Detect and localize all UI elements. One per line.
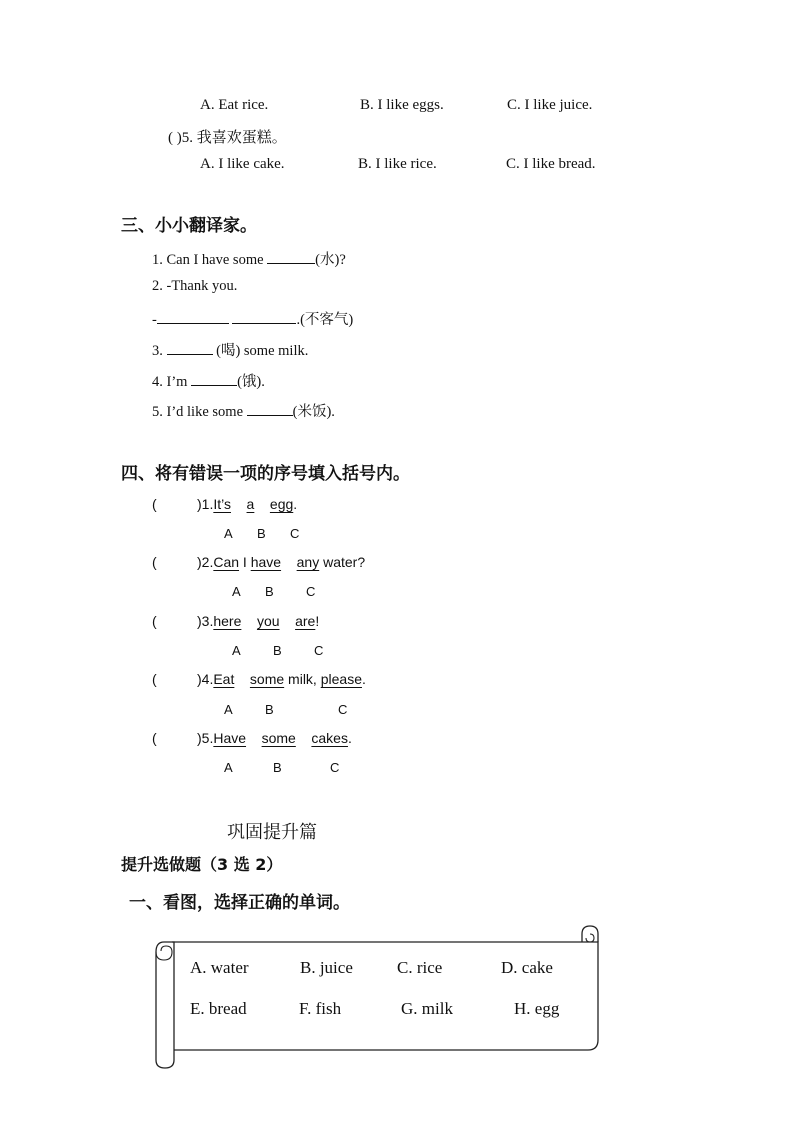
letter-b: B xyxy=(257,526,266,541)
letter-b: B xyxy=(273,643,282,658)
s3-l5-hint: (饿). xyxy=(237,374,265,390)
word-option-a: A. water xyxy=(190,958,249,977)
s3-l4-text: (喝) some milk. xyxy=(212,343,309,359)
word-option-e: E. bread xyxy=(190,999,247,1018)
blank xyxy=(232,311,296,324)
item-number: )1. xyxy=(197,496,214,512)
blank xyxy=(167,342,213,355)
item-end: . xyxy=(361,671,366,687)
letter-a: A xyxy=(232,584,241,599)
s4-paren: ( xyxy=(152,613,157,629)
letter-c: C xyxy=(338,702,348,717)
s4-paren: ( xyxy=(152,671,157,687)
item-number: )4. xyxy=(197,671,214,687)
s3-l1-text: 1. Can I have some xyxy=(152,252,268,268)
s3-l3-dash: - xyxy=(152,312,157,328)
q4-option-b: B. I like eggs. xyxy=(360,97,444,113)
section1-title: 一、看图，选择正确的单词。 xyxy=(129,893,350,913)
q5-option-b: B. I like rice. xyxy=(358,156,437,172)
item-end: ! xyxy=(315,613,320,629)
q4-option-a: A. Eat rice. xyxy=(200,97,269,113)
option-b-text: you xyxy=(256,613,280,629)
letter-c: C xyxy=(330,760,340,775)
s4-item-1 xyxy=(197,496,297,512)
blank xyxy=(191,373,237,386)
option-c-text: are xyxy=(295,613,316,629)
option-a-text: Can xyxy=(213,554,240,570)
option-a-text: here xyxy=(213,613,242,629)
option-b-text: some xyxy=(249,671,285,687)
item-number: )5. xyxy=(197,730,214,746)
letter-b: B xyxy=(273,760,282,775)
s3-l1-hint: (水)? xyxy=(315,252,346,268)
word-option-d: D. cake xyxy=(501,958,553,977)
item-mid: I xyxy=(239,554,251,570)
option-b-text: have xyxy=(250,554,282,570)
letter-c: C xyxy=(314,643,324,658)
s4-paren: ( xyxy=(152,730,157,746)
letter-c: C xyxy=(306,584,316,599)
option-b-text: a xyxy=(246,496,255,512)
s3-line-3 xyxy=(152,308,353,329)
s4-item-5 xyxy=(197,730,352,746)
q5-option-c: C. I like bread. xyxy=(506,156,596,172)
item-number: )3. xyxy=(197,613,214,629)
s3-l5-text: 4. I’m xyxy=(152,374,192,390)
letter-a: A xyxy=(224,526,233,541)
option-a-text: Eat xyxy=(213,671,235,687)
item-end: water? xyxy=(319,554,366,570)
section4-title: 四、将有错误一项的序号填入括号内。 xyxy=(121,464,410,484)
part-title: 巩固提升篇 xyxy=(227,822,317,843)
s3-line-2: 2. -Thank you. xyxy=(152,278,238,294)
item-end: . xyxy=(347,730,352,746)
option-b-text: some xyxy=(261,730,296,746)
s4-item-3 xyxy=(197,613,319,629)
s3-l3-hint: .(不客气) xyxy=(296,312,354,328)
option-c-text: egg xyxy=(269,496,294,512)
letter-c: C xyxy=(290,526,300,541)
letter-b: B xyxy=(265,702,274,717)
word-option-h: H. egg xyxy=(514,999,560,1018)
option-c-text: cakes xyxy=(311,730,348,746)
word-option-f: F. fish xyxy=(299,999,342,1018)
s3-line-1 xyxy=(152,248,346,269)
s4-paren: ( xyxy=(152,554,157,570)
word-option-b: B. juice xyxy=(300,958,353,977)
letter-a: A xyxy=(232,643,241,658)
word-option-g: G. milk xyxy=(401,999,453,1018)
item-mid: milk, xyxy=(284,671,321,687)
s3-l6-text: 5. I’d like some xyxy=(152,404,247,420)
sub-title: 提升选做题（3 选 2） xyxy=(121,855,283,874)
blank xyxy=(267,251,315,264)
q5-option-a: A. I like cake. xyxy=(200,156,285,172)
option-c-text: any xyxy=(296,554,320,570)
s3-line-5 xyxy=(152,370,265,391)
option-a-text: It’s xyxy=(213,496,231,512)
option-c-text: please xyxy=(320,671,362,687)
s4-paren: ( xyxy=(152,496,157,512)
q5-prompt: ( )5. 我喜欢蛋糕。 xyxy=(168,130,287,146)
letter-a: A xyxy=(224,702,233,717)
q4-option-c: C. I like juice. xyxy=(507,97,593,113)
s3-l6-hint: (米饭). xyxy=(292,404,335,420)
scroll-frame xyxy=(150,920,606,1076)
s3-line-6 xyxy=(152,400,335,421)
section3-title: 三、小小翻译家。 xyxy=(121,216,257,236)
s4-item-4 xyxy=(197,671,366,687)
option-a-text: Have xyxy=(213,730,247,746)
letter-b: B xyxy=(265,584,274,599)
letter-a: A xyxy=(224,760,233,775)
blank xyxy=(157,311,229,324)
word-option-c: C. rice xyxy=(397,958,443,977)
s4-item-2 xyxy=(197,554,365,570)
s3-line-4 xyxy=(152,339,308,360)
item-number: )2. xyxy=(197,554,214,570)
s3-l4-num: 3. xyxy=(152,343,167,359)
blank xyxy=(247,403,293,416)
item-end: . xyxy=(293,496,298,512)
